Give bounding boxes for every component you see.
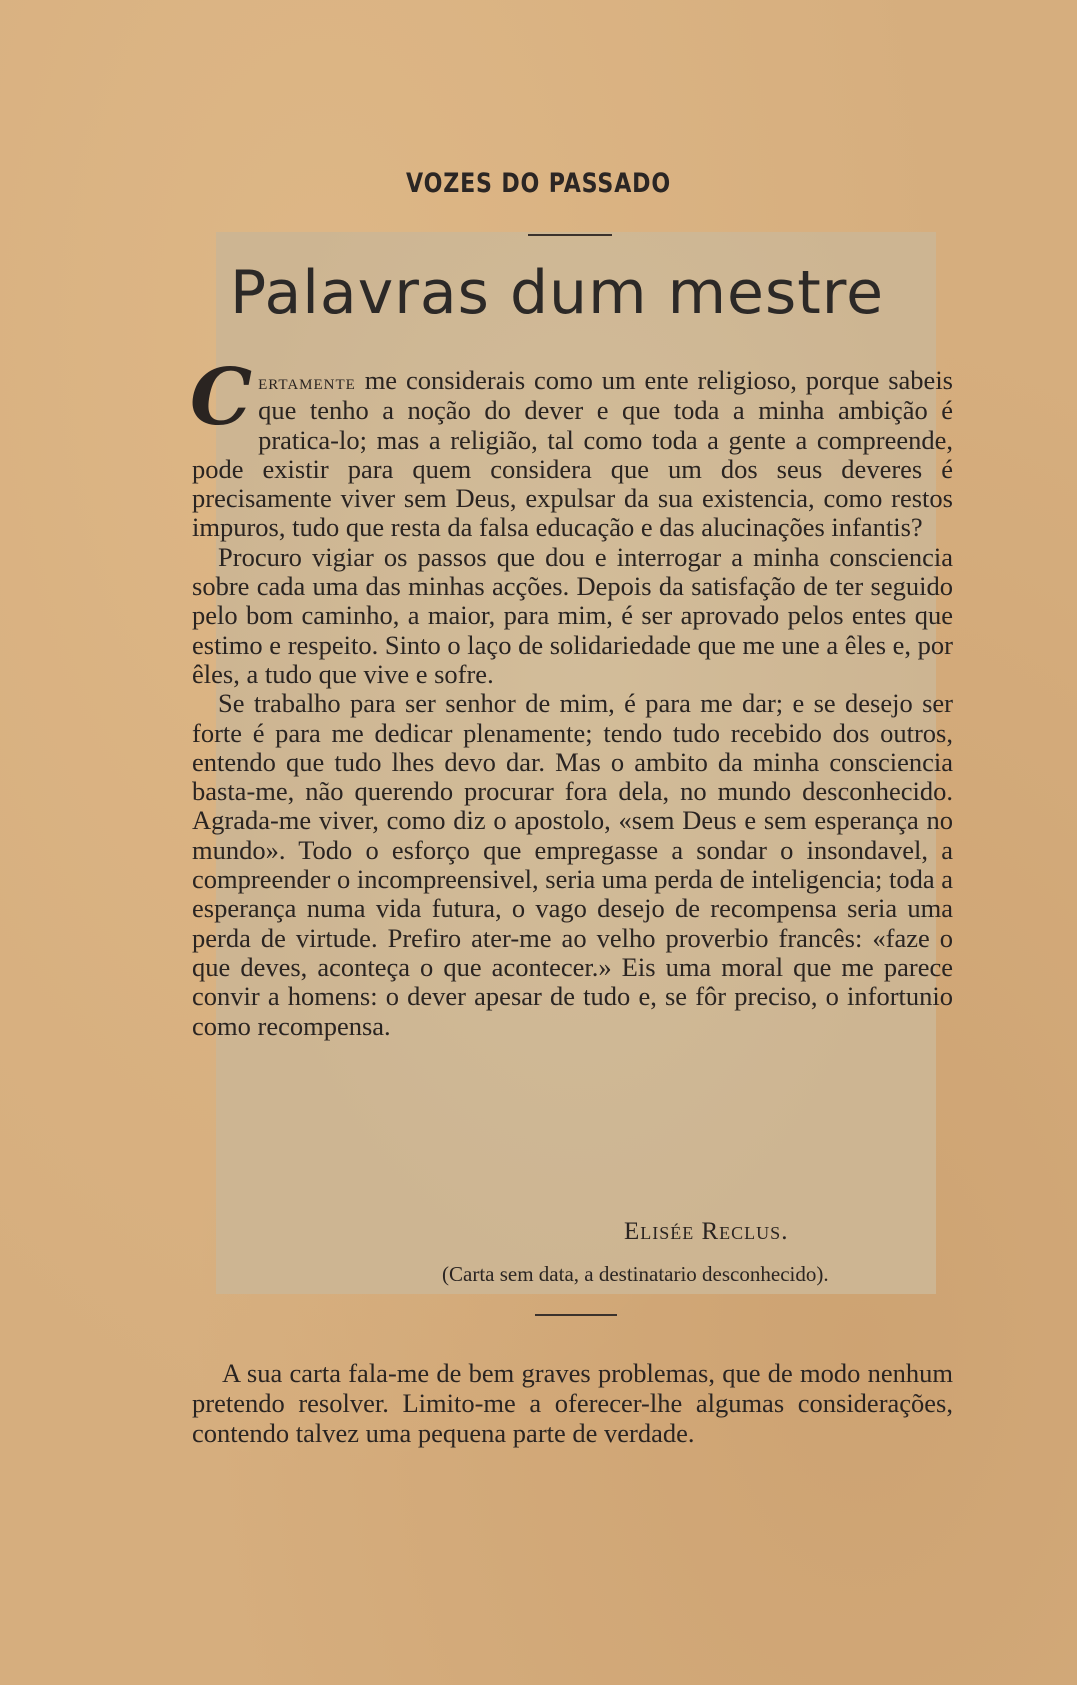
header-title: VOZES DO PASSADO [406,168,671,199]
article-body [190,352,953,1041]
first-word-rest: ertamente [258,369,356,394]
article-title: Palavras dum mestre [230,258,885,328]
drop-cap: C [190,352,253,443]
paragraph-1 [190,352,953,543]
paragraph-1-text: me considerais como um ente religioso, porque sabeis que tenho a noção do dever e que toda a minha ambição é pratica-lo; mas a religião, tal como toda a gente a compreende, pode existir para quem considera que um dos seus deveres é precisamente viver sem Deus, expulsar da sua existencia, como restos impuros, tudo que resta da falsa educação e das alucinações infantis? [192,365,953,543]
paragraph-2: Procuro vigiar os passos que dou e interrogar a minha consciencia sobre cada uma das minhas acções. Depois da satisfação de ter seguido pelo bom caminho, a maior, para mim, é ser aprovado pelos entes que estimo e respeito. Sinto o laço de solidariedade que me une a êles e, por êles, a tudo que vive e sofre. [192,541,953,689]
following-paragraph: A sua carta fala-me de bem graves problemas, que de modo nenhum pretendo resolver. Limito-me a oferecer-lhe algumas considerações, contendo talvez uma pequena parte de verdade. [192,1357,953,1448]
top-rule [528,234,612,236]
signature-note: (Carta sem data, a destinatario desconhecido). [442,1262,829,1286]
paragraph-3: Se trabalho para ser senhor de mim, é para me dar; e se desejo ser forte é para me dedicar plenamente; tendo tudo recebido dos outros, entendo que tudo lhes devo dar. Mas o ambito da minha consciencia basta-me, não querendo procurar fora dela, no mundo desconhecido. Agrada-me viver, como diz o apostolo, «sem Deus e sem esperança no mundo». Todo o esforço que empregasse a sondar o insondavel, a compreender o incompreensivel, seria uma perda de inteligencia; toda a esperança numa vida futura, o vago desejo de recompensa seria uma perda de virtude. Prefiro ater-me ao velho proverbio francês: «faze o que deves, aconteça o que acontecer.» Eis uma moral que me parece convir a homens: o dever apesar de tudo e, se fôr preciso, o infortunio como recompensa. [192,688,953,1041]
running-header [97,168,980,199]
author-signature: Elisée Reclus. [624,1218,789,1245]
bottom-rule [535,1314,617,1316]
